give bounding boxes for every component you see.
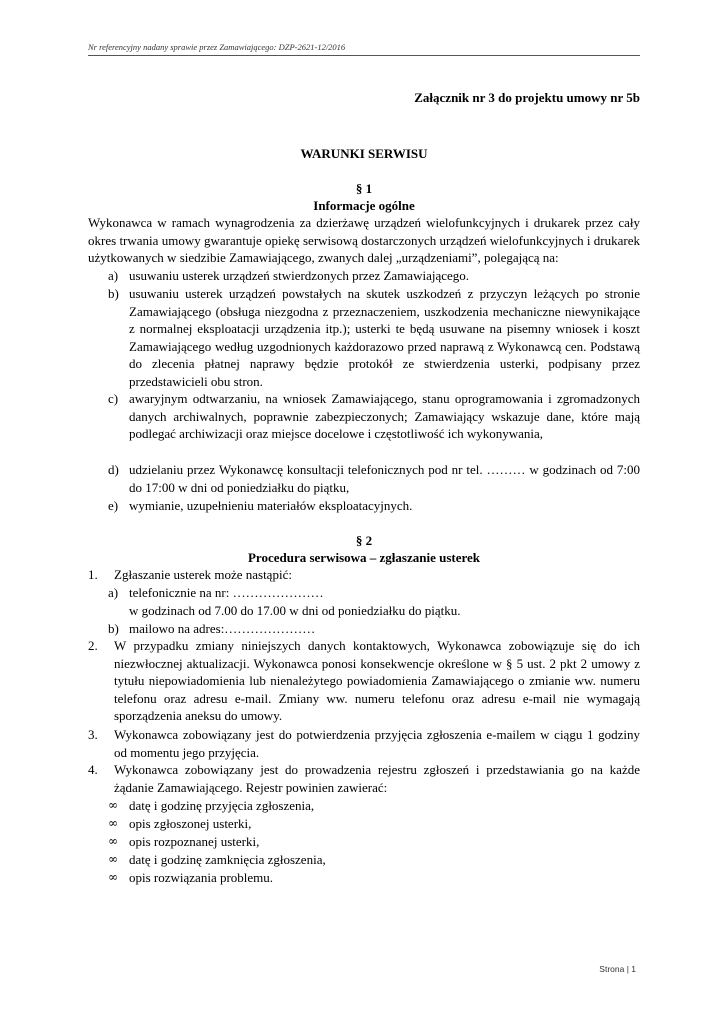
list-item-label: a) — [108, 585, 119, 600]
section-1-title: Informacje ogólne — [313, 198, 415, 213]
list-item-label: d) — [108, 462, 119, 477]
list-item-text: wymianie, uzupełnieniu materiałów eksploatacyjnych. — [129, 498, 413, 513]
section-1-number: § 1 — [355, 181, 373, 196]
list-item-text: opis rozpoznanej usterki, — [129, 834, 260, 849]
list-item-label: 4. — [88, 762, 98, 777]
list-item-text: telefonicznie na nr: ………………… — [129, 585, 324, 600]
list-item-text: usuwaniu usterek urządzeń stwierdzonych przez Zamawiającego. — [129, 268, 470, 283]
page-number: Strona | 1 — [599, 964, 636, 974]
list-item-text: w godzinach od 7.00 do 17.00 w dni od poniedziałku do piątku. — [129, 603, 461, 618]
infinity-bullet-icon: ∞ — [108, 816, 118, 830]
list-item-text: opis rozwiązania problemu. — [129, 870, 274, 885]
list-item-label: c) — [108, 391, 119, 406]
list-item-text: Zgłaszanie usterek może nastąpić: — [114, 567, 292, 582]
infinity-bullet-icon: ∞ — [108, 834, 118, 848]
list-item-text: datę i godzinę zamknięcia zgłoszenia, — [129, 852, 326, 867]
infinity-bullet-icon: ∞ — [108, 852, 118, 866]
list-item-label: e) — [108, 498, 119, 513]
document-title: WARUNKI SERWISU — [300, 146, 428, 161]
section-2-number: § 2 — [355, 533, 373, 548]
list-item-label: 1. — [88, 567, 98, 582]
list-item-text: Wykonawca zobowiązany jest do prowadzenia rejestru zgłoszeń i przedstawiania go na każde żądanie Zamawiającego. Rejestr powinien zawierać: — [114, 762, 640, 795]
header-reference: Nr referencyjny nadany sprawie przez Zamawiającego: DZP-2621-12/2016 — [88, 42, 640, 56]
list-item-text: udzielaniu przez Wykonawcę konsultacji telefonicznych pod nr tel. ……… w godzinach od 7:00 do 17:00 w dni od poniedziałku do piątku, — [129, 462, 640, 495]
list-item-text: awaryjnym odtwarzaniu, na wniosek Zamawiającego, stanu oprogramowania i zgromadzonych danych archiwalnych, poprawnie zabezpieczonych; Zamawiający wskazuje dane, które mają podlegać archiwizacji oraz miejsce docelowe i częstotliwość ich wykonywania, — [129, 391, 640, 442]
section-2-title: Procedura serwisowa – zgłaszanie usterek — [247, 550, 481, 565]
list-item-text: datę i godzinę przyjęcia zgłoszenia, — [129, 798, 315, 813]
list-item-text: mailowo na adres:………………… — [129, 621, 316, 636]
list-item-text: W przypadku zmiany niniejszych danych kontaktowych, Wykonawca zobowiązuje się do ich niezwłocznej aktualizacji. Wykonawca ponosi konsekwencje określone w § 5 ust. 2 pkt 2 umowy z tytułu niepowiadomienia lub nienależytego powiadomienia Zamawiającego o zmianie ww. numeru telefonu oraz adresu e-mail. Zmiany ww. numeru telefonu oraz adresu e-mail nie wymagają sporządzenia aneksu do umowy. — [114, 638, 640, 724]
list-item-text: usuwaniu usterek urządzeń powstałych na skutek uszkodzeń z przyczyn leżących po stronie Zamawiającego (obsługa niezgodna z przeznaczeniem, uszkodzenia mechaniczne niewynikające z normalnej eksploatacji urządzenia itp.); usterki te będą usuwane na pisemny wniosek i koszt Zamawiającego według uzgodnionych każdorazowo przed naprawą z Wykonawcą cen. Podstawą do zlecenia płatnej naprawy będzie protokół ze stwierdzenia usterki, podpisany przez przedstawicieli obu stron. — [129, 286, 640, 389]
list-item-label: b) — [108, 286, 119, 301]
list-item-label: 2. — [88, 638, 98, 653]
list-item-text: opis zgłoszonej usterki, — [129, 816, 252, 831]
list-item-text: Wykonawca zobowiązany jest do potwierdzenia przyjęcia zgłoszenia e-mailem w ciągu 1 godziny od momentu jego przyjęcia. — [114, 727, 640, 760]
section-1-intro: Wykonawca w ramach wynagrodzenia za dzierżawę urządzeń wielofunkcyjnych i drukarek przez cały okres trwania umowy gwarantuje opiekę serwisową dostarczonych urządzeń wielofunkcyjnych i drukarek użytkowanych w siedzibie Zamawiającego, zwanych dalej „urządzeniami”, polegającą na: — [88, 215, 640, 266]
infinity-bullet-icon: ∞ — [108, 870, 118, 884]
infinity-bullet-icon: ∞ — [108, 798, 118, 812]
attachment-title: Załącznik nr 3 do projektu umowy nr 5b — [414, 90, 640, 105]
list-item-label: 3. — [88, 727, 98, 742]
list-item-label: b) — [108, 621, 119, 636]
list-item-label: a) — [108, 268, 119, 283]
